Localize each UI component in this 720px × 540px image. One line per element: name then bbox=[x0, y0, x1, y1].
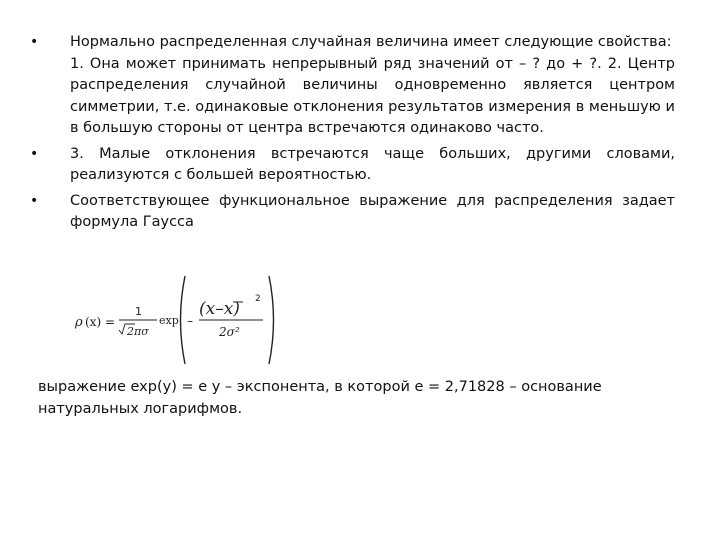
bullet-heading: Нормально распределенная случайная величина имеет следующие свойства: bbox=[70, 34, 672, 50]
bullet-list bbox=[30, 32, 675, 238]
formula-lhs: (x) = bbox=[85, 315, 115, 329]
formula-exp: exp bbox=[159, 314, 179, 327]
formula-inner-denominator: 2σ² bbox=[219, 325, 240, 339]
bullet-marker: • bbox=[30, 145, 39, 162]
bullet-item-properties bbox=[30, 32, 675, 140]
footer-text bbox=[38, 376, 658, 420]
bullet-item-gauss bbox=[30, 191, 675, 234]
formula-inner-numerator: (x–x) bbox=[199, 299, 240, 319]
footer-line-1: выражение exp(y) = e y – экспонента, в которой e = 2,71828 – основание bbox=[38, 379, 602, 395]
formula-numerator: 1 bbox=[135, 305, 142, 318]
bullet-marker: • bbox=[30, 34, 39, 50]
bullet-item-small-deviations bbox=[30, 144, 675, 187]
formula-minus: – bbox=[187, 314, 193, 328]
formula-denominator: 2πσ bbox=[127, 325, 149, 338]
bullet-body: 3. Малые отклонения встречаются чаще больших, другими словами, реализуются с большей вероятностью. bbox=[70, 145, 675, 183]
gauss-formula bbox=[73, 270, 281, 370]
bullet-marker: • bbox=[30, 192, 39, 209]
bullet-body: Соответствующее функциональное выражение для распределения задает формула Гаусса bbox=[70, 192, 675, 230]
gauss-formula-svg bbox=[73, 270, 281, 370]
bullet-body: 1. Она может принимать непрерывный ряд значений от – ? до + ?. 2. Центр распределения случайной величины одновременно является центром симметрии, т.е. одинаковые отклонения результатов измерения в меньшую и в большую стороны от центра встречаются одинаково часто. bbox=[70, 55, 675, 136]
formula-power: 2 bbox=[255, 294, 261, 304]
footer-line-2: натуральных логарифмов. bbox=[38, 401, 243, 417]
formula-rho-symbol: ρ bbox=[75, 315, 83, 330]
